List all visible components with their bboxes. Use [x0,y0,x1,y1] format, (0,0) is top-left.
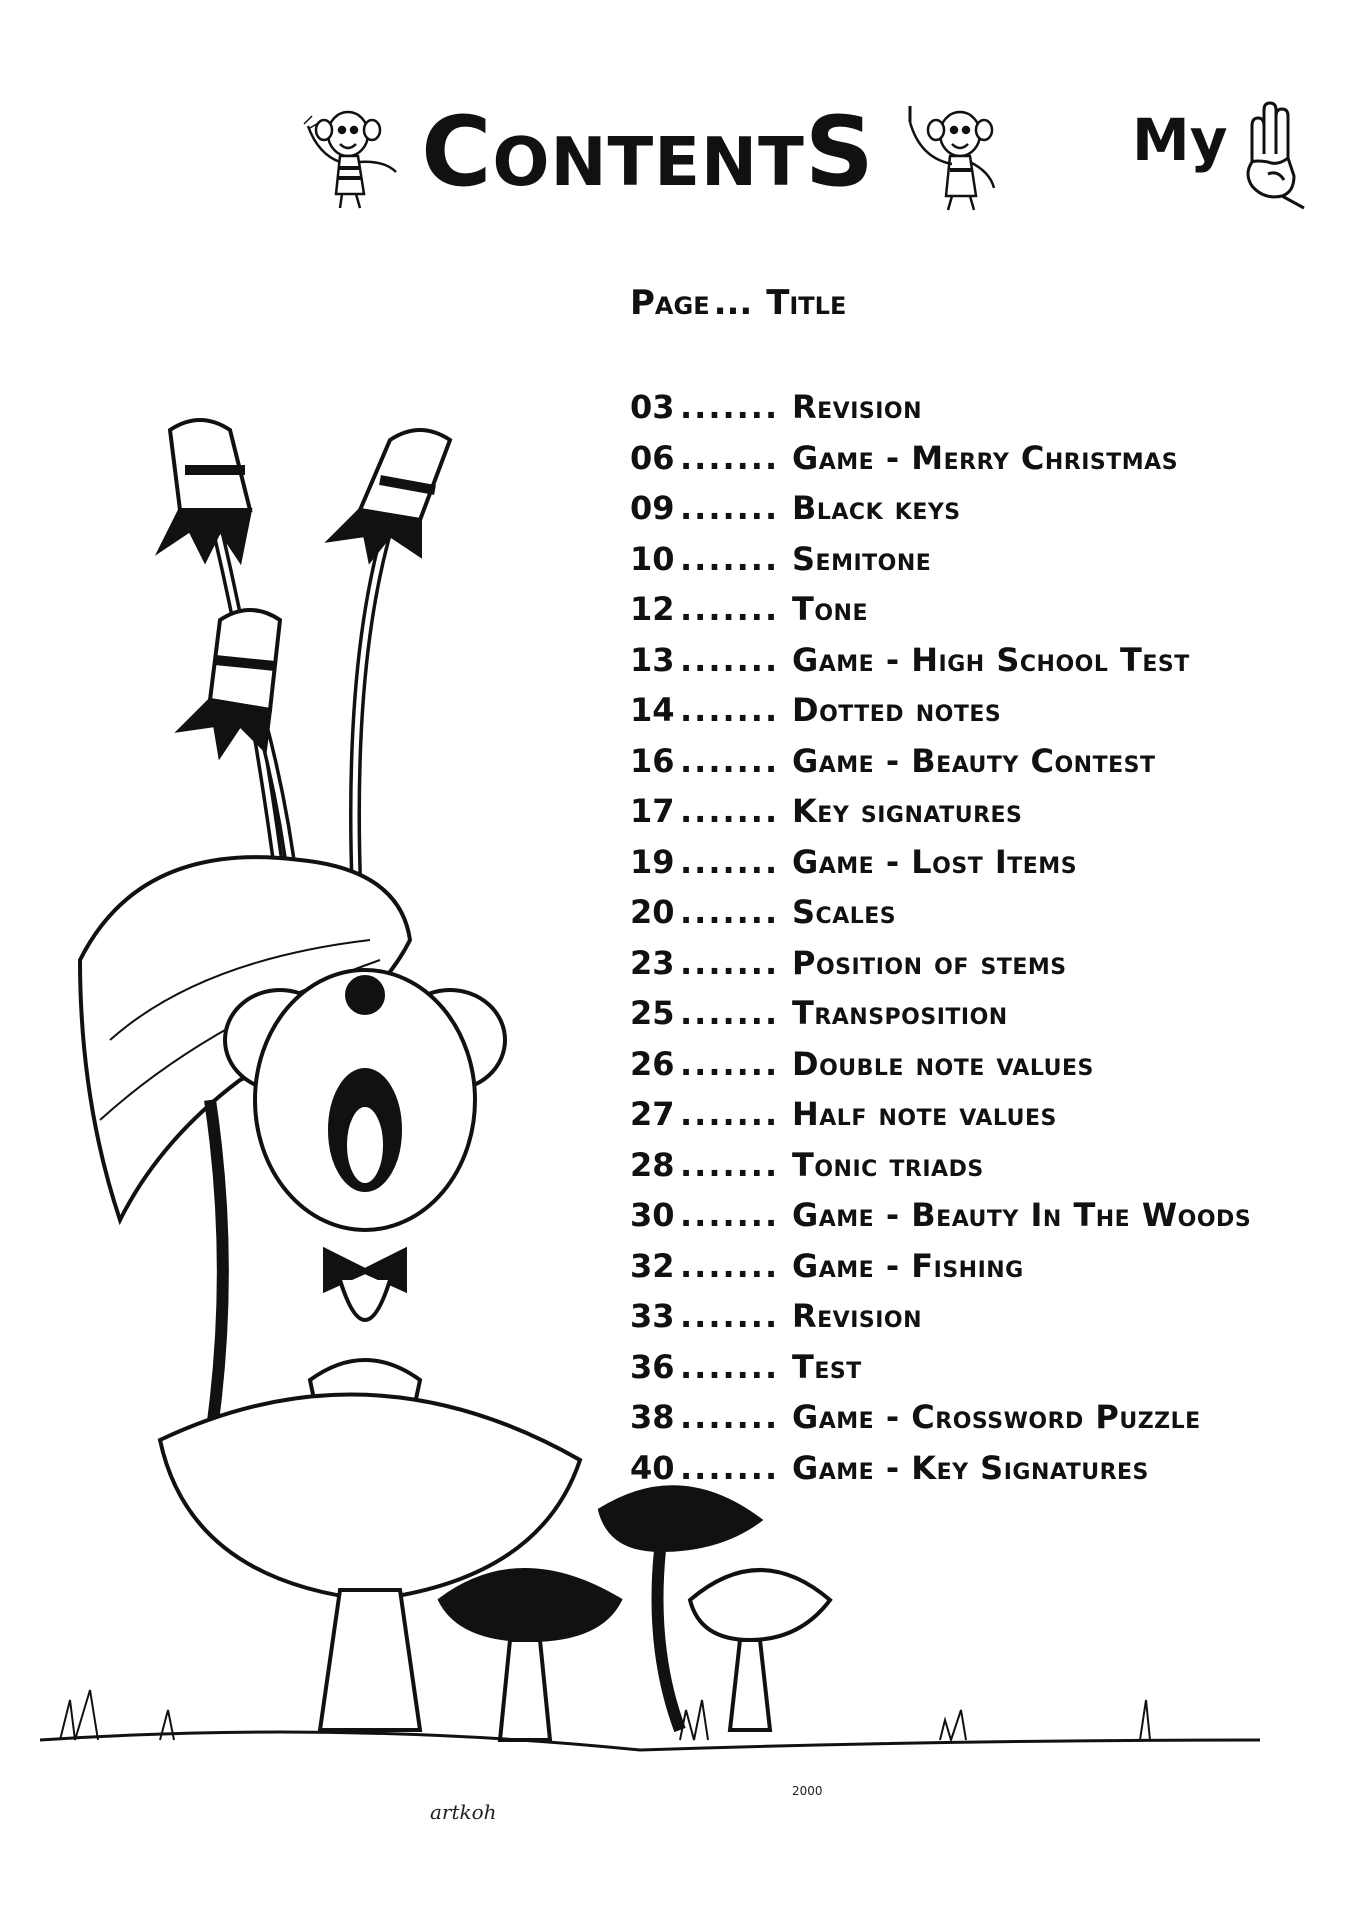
toc-page-number: 40 [630,1448,675,1487]
toc-leader-dots: ....... [680,691,780,729]
toc-page-number: 30 [630,1196,675,1234]
toc-page-number: 19 [630,842,675,881]
toc-leader-dots: ....... [680,893,780,931]
toc-leader-dots: ....... [680,1044,780,1083]
heading-separator: ... [713,283,753,323]
toc-leader-dots: ....... [680,994,780,1032]
toc-leader-dots: ....... [680,1398,780,1436]
toc-entry-title: Revision [792,388,923,426]
toc-entry-title: Dotted notes [792,691,1002,729]
toc-entry-title: Game - Lost Items [792,842,1078,881]
toc-page-number: 17 [630,792,675,830]
toc-header [630,280,1330,326]
toc-leader-dots: ....... [680,1448,780,1487]
mushroom-mouse-illustration [40,400,1280,1840]
toc-entry-title: Revision [792,1297,923,1335]
page-title: ContentS [421,96,875,208]
toc-entry-title: Double note values [792,1044,1094,1083]
toc-entry-title: Half note values [792,1095,1057,1133]
brand-text: My [1132,106,1228,174]
toc-page-number: 38 [630,1398,675,1436]
toc-page-number: 27 [630,1095,675,1133]
toc-leader-dots: ....... [680,388,780,426]
toc-entry-title: Black keys [792,489,961,527]
toc-leader-dots: ....... [680,1145,780,1184]
toc-leader-dots: ....... [680,1246,780,1285]
toc-leader-dots: ....... [680,741,780,780]
toc-page-number: 26 [630,1044,675,1083]
toc-page-number: 16 [630,741,675,780]
header [300,92,1000,222]
toc-leader-dots: ....... [680,943,780,982]
toc-leader-dots: ....... [680,842,780,881]
toc-entry-title: Game - High School Test [792,640,1190,679]
toc-entry-title: Tonic triads [792,1145,984,1184]
toc-page-number: 09 [630,489,675,527]
monkey-waving-icon [300,102,420,212]
illustration-year: 2000 [792,1784,823,1798]
toc-leader-dots: ....... [680,1095,780,1133]
monkey-pointing-icon [890,102,1010,212]
toc-leader-dots: ....... [680,792,780,830]
toc-leader-dots: ....... [680,1297,780,1335]
toc-entry-title: Game - Key Signatures [792,1448,1149,1487]
toc-entry-title: Transposition [792,994,1008,1032]
toc-page-number: 13 [630,640,675,679]
toc-leader-dots: ....... [680,590,780,628]
toc-leader-dots: ....... [680,539,780,578]
three-fingers-hand-icon [1238,100,1318,210]
artist-signature: artkoh [430,1800,497,1824]
toc-page-number: 33 [630,1297,675,1335]
toc-entry-title: Tone [792,590,868,628]
toc-entry-title: Position of stems [792,943,1067,982]
toc-page-number: 36 [630,1347,675,1386]
toc-entry-title: Scales [792,893,897,931]
toc-page-number: 12 [630,590,675,628]
toc-page-number: 25 [630,994,675,1032]
toc-leader-dots: ....... [680,438,780,477]
toc-page-number: 20 [630,893,675,931]
table-of-contents [630,280,1330,1487]
toc-page-number: 06 [630,438,675,477]
toc-page-number: 14 [630,691,675,729]
toc-entry-title: Game - Beauty Contest [792,741,1156,780]
toc-entry-title: Game - Fishing [792,1246,1024,1285]
toc-entry-title: Key signatures [792,792,1023,830]
toc-entry-title: Game - Merry Christmas [792,438,1179,477]
page-column-heading: Page [630,283,710,323]
toc-page-number: 03 [630,388,675,426]
toc-leader-dots: ....... [680,489,780,527]
toc-page-number: 23 [630,943,675,982]
toc-page-number: 32 [630,1246,675,1285]
toc-page-number: 10 [630,539,675,578]
toc-entry-title: Game - Crossword Puzzle [792,1398,1201,1436]
toc-leader-dots: ....... [680,640,780,679]
series-brand [1132,100,1332,220]
toc-leader-dots: ....... [680,1347,780,1386]
toc-entry-title: Semitone [792,539,932,578]
toc-leader-dots: ....... [680,1196,780,1234]
toc-entry-title: Test [792,1347,862,1386]
toc-entry-title: Game - Beauty In The Woods [792,1196,1252,1234]
title-column-heading: Title [766,283,847,323]
toc-page-number: 28 [630,1145,675,1184]
